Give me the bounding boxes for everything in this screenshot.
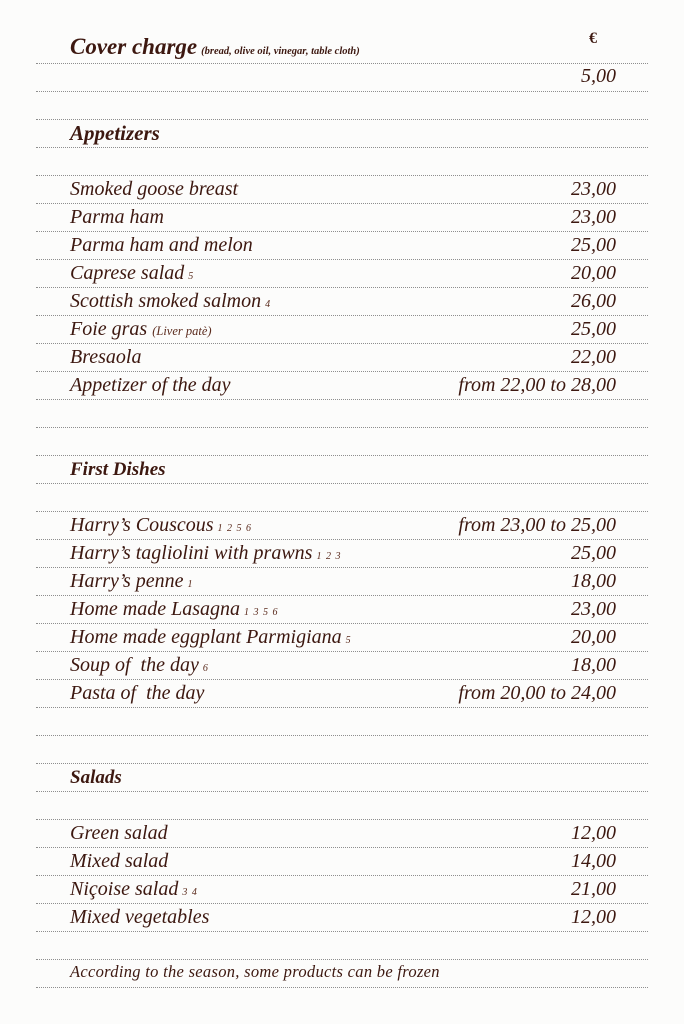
allergen-note: 5 (188, 271, 195, 282)
allergen-note: 1 2 5 6 (217, 523, 253, 534)
allergen-note: 1 3 5 6 (244, 607, 279, 618)
menu-item (70, 205, 616, 229)
item-price: from 23,00 to 25,00 (458, 514, 616, 536)
allergen-note: 1 (187, 579, 194, 590)
menu-item (70, 849, 616, 873)
allergen-note: 6 (202, 663, 209, 674)
item-name: Harry’s penne (70, 570, 184, 592)
dotted-rule (36, 147, 648, 148)
item-price: 22,00 (571, 346, 616, 368)
item-name: Home made eggplant Parmigiana (70, 626, 342, 648)
item-price: 23,00 (571, 178, 616, 200)
menu-item (70, 513, 616, 541)
dotted-rule (36, 399, 648, 400)
allergen-note: 1 2 3 (316, 551, 342, 562)
item-price: 21,00 (571, 878, 616, 900)
dotted-rule (36, 819, 648, 820)
item-price: 25,00 (571, 318, 616, 340)
dotted-rule (36, 455, 648, 456)
item-price: 20,00 (571, 262, 616, 284)
item-name: Caprese salad (70, 262, 185, 284)
dotted-rule (36, 847, 648, 848)
menu-item (70, 877, 616, 905)
dotted-rule (36, 175, 648, 176)
dotted-rule (36, 875, 648, 876)
allergen-note: 4 (265, 299, 272, 310)
menu-item (70, 905, 616, 929)
menu-item (70, 177, 616, 201)
item-price: 12,00 (571, 822, 616, 844)
dotted-rule (36, 791, 648, 792)
item-name: Home made Lasagna (70, 598, 240, 620)
menu-item (70, 345, 616, 369)
menu-item (70, 541, 616, 569)
item-name: Parma ham (70, 206, 164, 228)
item-price: 25,00 (571, 234, 616, 256)
dotted-rule (36, 483, 648, 484)
item-name: Scottish smoked salmon (70, 290, 262, 312)
item-name: Parma ham and melon (70, 234, 253, 256)
item-price: 18,00 (571, 654, 616, 676)
menu-item (70, 289, 616, 317)
menu-item (70, 597, 616, 625)
menu-item (70, 821, 616, 845)
menu-item (70, 681, 616, 705)
item-name: Smoked goose breast (70, 178, 239, 200)
item-price: 14,00 (571, 850, 616, 872)
item-price: 23,00 (571, 598, 616, 620)
dotted-rule (36, 427, 648, 428)
item-name: Niçoise salad (70, 878, 179, 900)
seasonal-note: According to the season, some products can be frozen (70, 962, 440, 981)
cover-charge-detail: (bread, olive oil, vinegar, table cloth) (201, 46, 360, 57)
menu-item (70, 261, 616, 289)
item-name: Mixed vegetables (70, 906, 210, 928)
section-title-salads: Salads (70, 767, 122, 788)
menu-item (70, 653, 616, 681)
cover-charge-price: 5,00 (581, 65, 616, 87)
dotted-rule (36, 259, 648, 260)
cover-charge-title: Cover charge (70, 34, 198, 59)
menu-item (70, 569, 616, 597)
item-name: Soup of the day (70, 654, 199, 676)
dotted-rule (36, 91, 648, 92)
dotted-rule (36, 231, 648, 232)
section-title-appetizers: Appetizers (70, 121, 160, 145)
dotted-rule (36, 931, 648, 932)
dotted-rule (36, 343, 648, 344)
item-price: 12,00 (571, 906, 616, 928)
item-price: from 20,00 to 24,00 (458, 682, 616, 704)
item-name: Bresaola (70, 346, 142, 368)
item-name: Harry’s tagliolini with prawns (70, 542, 313, 564)
item-price: 26,00 (571, 290, 616, 312)
cover-charge-heading (70, 34, 360, 65)
item-price: 20,00 (571, 626, 616, 648)
currency-symbol: € (589, 30, 597, 47)
menu-item (70, 317, 616, 343)
dotted-rule (36, 763, 648, 764)
dotted-rule (36, 707, 648, 708)
allergen-note: 5 (345, 635, 352, 646)
dotted-rule (36, 511, 648, 512)
item-name: Appetizer of the day (70, 374, 231, 396)
dotted-rule (36, 959, 648, 960)
dotted-rule (36, 735, 648, 736)
item-name: Green salad (70, 822, 168, 844)
item-price: 25,00 (571, 542, 616, 564)
item-price: 23,00 (571, 206, 616, 228)
menu-item (70, 625, 616, 653)
menu-item (70, 373, 616, 397)
dotted-rule (36, 203, 648, 204)
dotted-rule (36, 371, 648, 372)
allergen-note: 3 4 (182, 887, 198, 898)
item-price: from 22,00 to 28,00 (458, 374, 616, 396)
item-name: Mixed salad (70, 850, 169, 872)
item-name: Harry’s Couscous (70, 514, 214, 536)
item-price: 18,00 (571, 570, 616, 592)
section-title-first-dishes: First Dishes (70, 459, 166, 480)
dotted-rule (36, 987, 648, 988)
menu-item (70, 233, 616, 257)
item-name: Foie gras (70, 318, 148, 340)
item-name: Pasta of the day (70, 682, 205, 704)
item-extra: (Liver patè) (152, 324, 212, 338)
